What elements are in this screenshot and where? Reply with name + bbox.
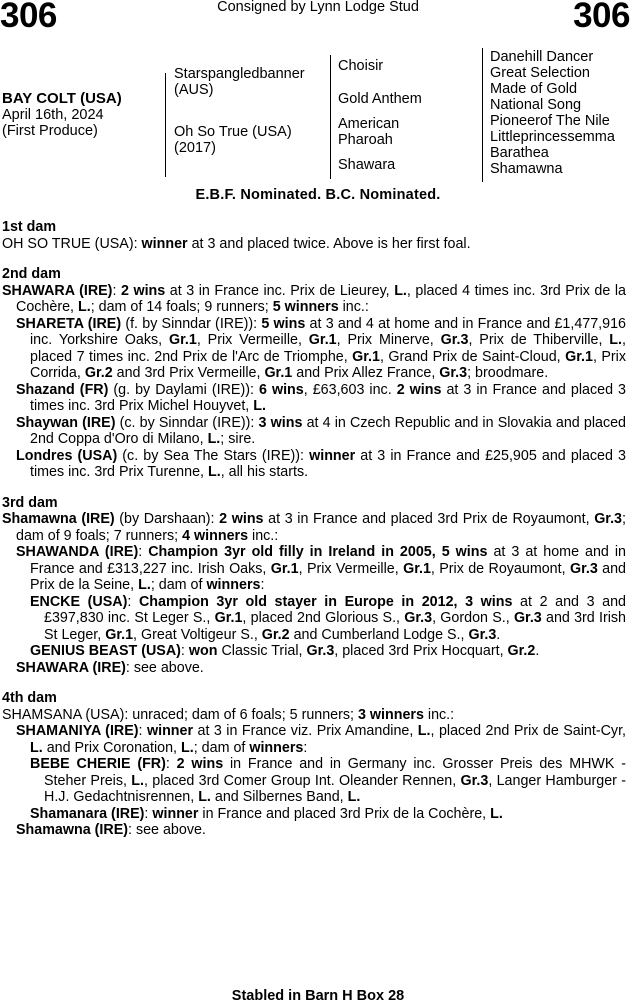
lot-number-right: 306 <box>573 0 630 35</box>
progeny-genius-beast: GENIUS BEAST (USA): won Classic Trial, Gr.3, placed 3rd Prix Hocquart, Gr.2. <box>30 643 540 659</box>
progeny-shamaniya: SHAMANIYA (IRE): winner at 3 in France viz. Prix Amandine, L., placed 2nd Prix de Saint-Cyr, L. and Prix Coronation, L.; dam of winners: <box>16 723 627 756</box>
pedigree-dam-sire: American Pharoah <box>338 116 400 148</box>
progeny-shawara-ref: SHAWARA (IRE): see above. <box>16 659 204 676</box>
progeny-shamanara: Shamanara (IRE): winner in France and placed 3rd Prix de la Cochère, L. <box>30 805 503 822</box>
produce-note: (First Produce) <box>2 123 98 139</box>
pedigree-sire-dam: Gold Anthem <box>338 91 422 107</box>
progeny-shazand: Shazand (FR) (g. by Daylami (IRE)): 6 wins, £63,603 inc. 2 wins at 3 in France and placed 3 times inc. 3rd Prix Michel Houyvet, L. <box>16 381 626 414</box>
third-dam-entry: Shamawna (IRE) (by Darshaan): 2 wins at 3 in France and placed 3rd Prix de Royaumont, Gr.3; dam of 9 foals; 7 runners; 4 winners inc.: <box>2 511 626 544</box>
pedigree-line-2 <box>330 55 331 179</box>
progeny-shamawna-ref: Shamawna (IRE): see above. <box>16 822 206 838</box>
progeny-bebe-cherie: BEBE CHERIE (FR): 2 wins in France and in Germany inc. Grosser Preis des MHWK - Steher Preis, L., placed 3rd Comer Group Int. Oleander Rennen, Gr.3, Langer Hamburger - H.J. Gedachtnisrennen, L. and Silbernes Band, L. <box>30 756 627 805</box>
horse-name: BAY COLT (USA) <box>2 90 122 107</box>
consignor: Consigned by Lynn Lodge Stud <box>217 0 419 15</box>
pedigree-sire-sire: Choisir <box>338 58 384 74</box>
progeny-encke: ENCKE (USA): Champion 3yr old stayer in Europe in 2012, 3 wins at 2 and 3 and £397,830 inc. St Leger S., Gr.1, placed 2nd Glorious S., Gr.3, Gordon S., Gr.3 and 3rd Irish St Leger, Gr.1, Great Voltigeur S., Gr.2 and Cumberland Lodge S., Gr.3. <box>30 593 626 643</box>
pedigree-third-generation: Danehill Dancer Great Selection Made of Gold National Song Pioneerof The Nile Littleprincessemma Barathea Shamawna <box>490 49 615 177</box>
progeny-londres: Londres (USA) (c. by Sea The Stars (IRE)): winner at 3 in France and £25,905 and placed 3 times inc. 3rd Prix Turenne, L., all his starts. <box>16 447 626 480</box>
nominations: E.B.F. Nominated. B.C. Nominated. <box>195 187 441 203</box>
pedigree-dam: Oh So True (USA) (2017) <box>174 124 292 156</box>
second-dam-entry: SHAWARA (IRE): 2 wins at 3 in France inc. Prix de Lieurey, L., placed 4 times inc. 3rd Prix de la Cochère, L.; dam of 14 foals; 9 runners; 5 winners inc.: <box>2 282 627 315</box>
progeny-shareta: SHARETA (IRE) (f. by Sinndar (IRE)): 5 wins at 3 and 4 at home and in France and £1,477,916 inc. Yorkshire Oaks, Gr.1, Prix Vermeille, Gr.1, Prix Minerve, Gr.3, Prix de Thiberville, L., placed 7 times inc. 2nd Prix de l'Arc de Triomphe, Gr.1, Grand Prix de Saint-Cloud, Gr.1, Prix Corrida, Gr.2 and 3rd Prix Vermeille, Gr.1 and Prix Allez France, Gr.3; broodmare. <box>16 315 626 381</box>
section-fourth-dam: 4th dam <box>2 690 57 706</box>
lot-number-left: 306 <box>0 0 57 35</box>
first-dam-entry: OH SO TRUE (USA): winner at 3 and placed twice. Above is her first foal. <box>2 235 471 252</box>
progeny-shaywan: Shaywan (IRE) (c. by Sinndar (IRE)): 3 wins at 4 in Czech Republic and in Slovakia and placed 2nd Coppa d'Oro di Milano, L.; sire. <box>16 414 626 447</box>
horse-info <box>2 91 122 139</box>
pedigree-dam-dam: Shawara <box>338 157 396 173</box>
progeny-shawanda: SHAWANDA (IRE): Champion 3yr old filly in Ireland in 2005, 5 wins at 3 at home and in France and £313,227 inc. Irish Oaks, Gr.1, Prix Vermeille, Gr.1, Prix de Royaumont, Gr.3 and Prix de la Seine, L.; dam of winners: <box>16 544 627 593</box>
section-first-dam: 1st dam <box>2 219 57 235</box>
foaling-date: April 16th, 2024 <box>2 107 104 123</box>
fourth-dam-entry: SHAMSANA (USA): unraced; dam of 6 foals; 5 runners; 3 winners inc.: <box>2 706 455 723</box>
catalogue-body <box>2 219 626 839</box>
pedigree-line-1 <box>165 73 166 177</box>
pedigree-sire: Starspangledbanner (AUS) <box>174 66 305 98</box>
pedigree-line-3 <box>482 48 483 182</box>
section-second-dam: 2nd dam <box>2 266 61 282</box>
stabling-info: Stabled in Barn H Box 28 <box>231 988 405 1004</box>
section-third-dam: 3rd dam <box>2 494 58 511</box>
